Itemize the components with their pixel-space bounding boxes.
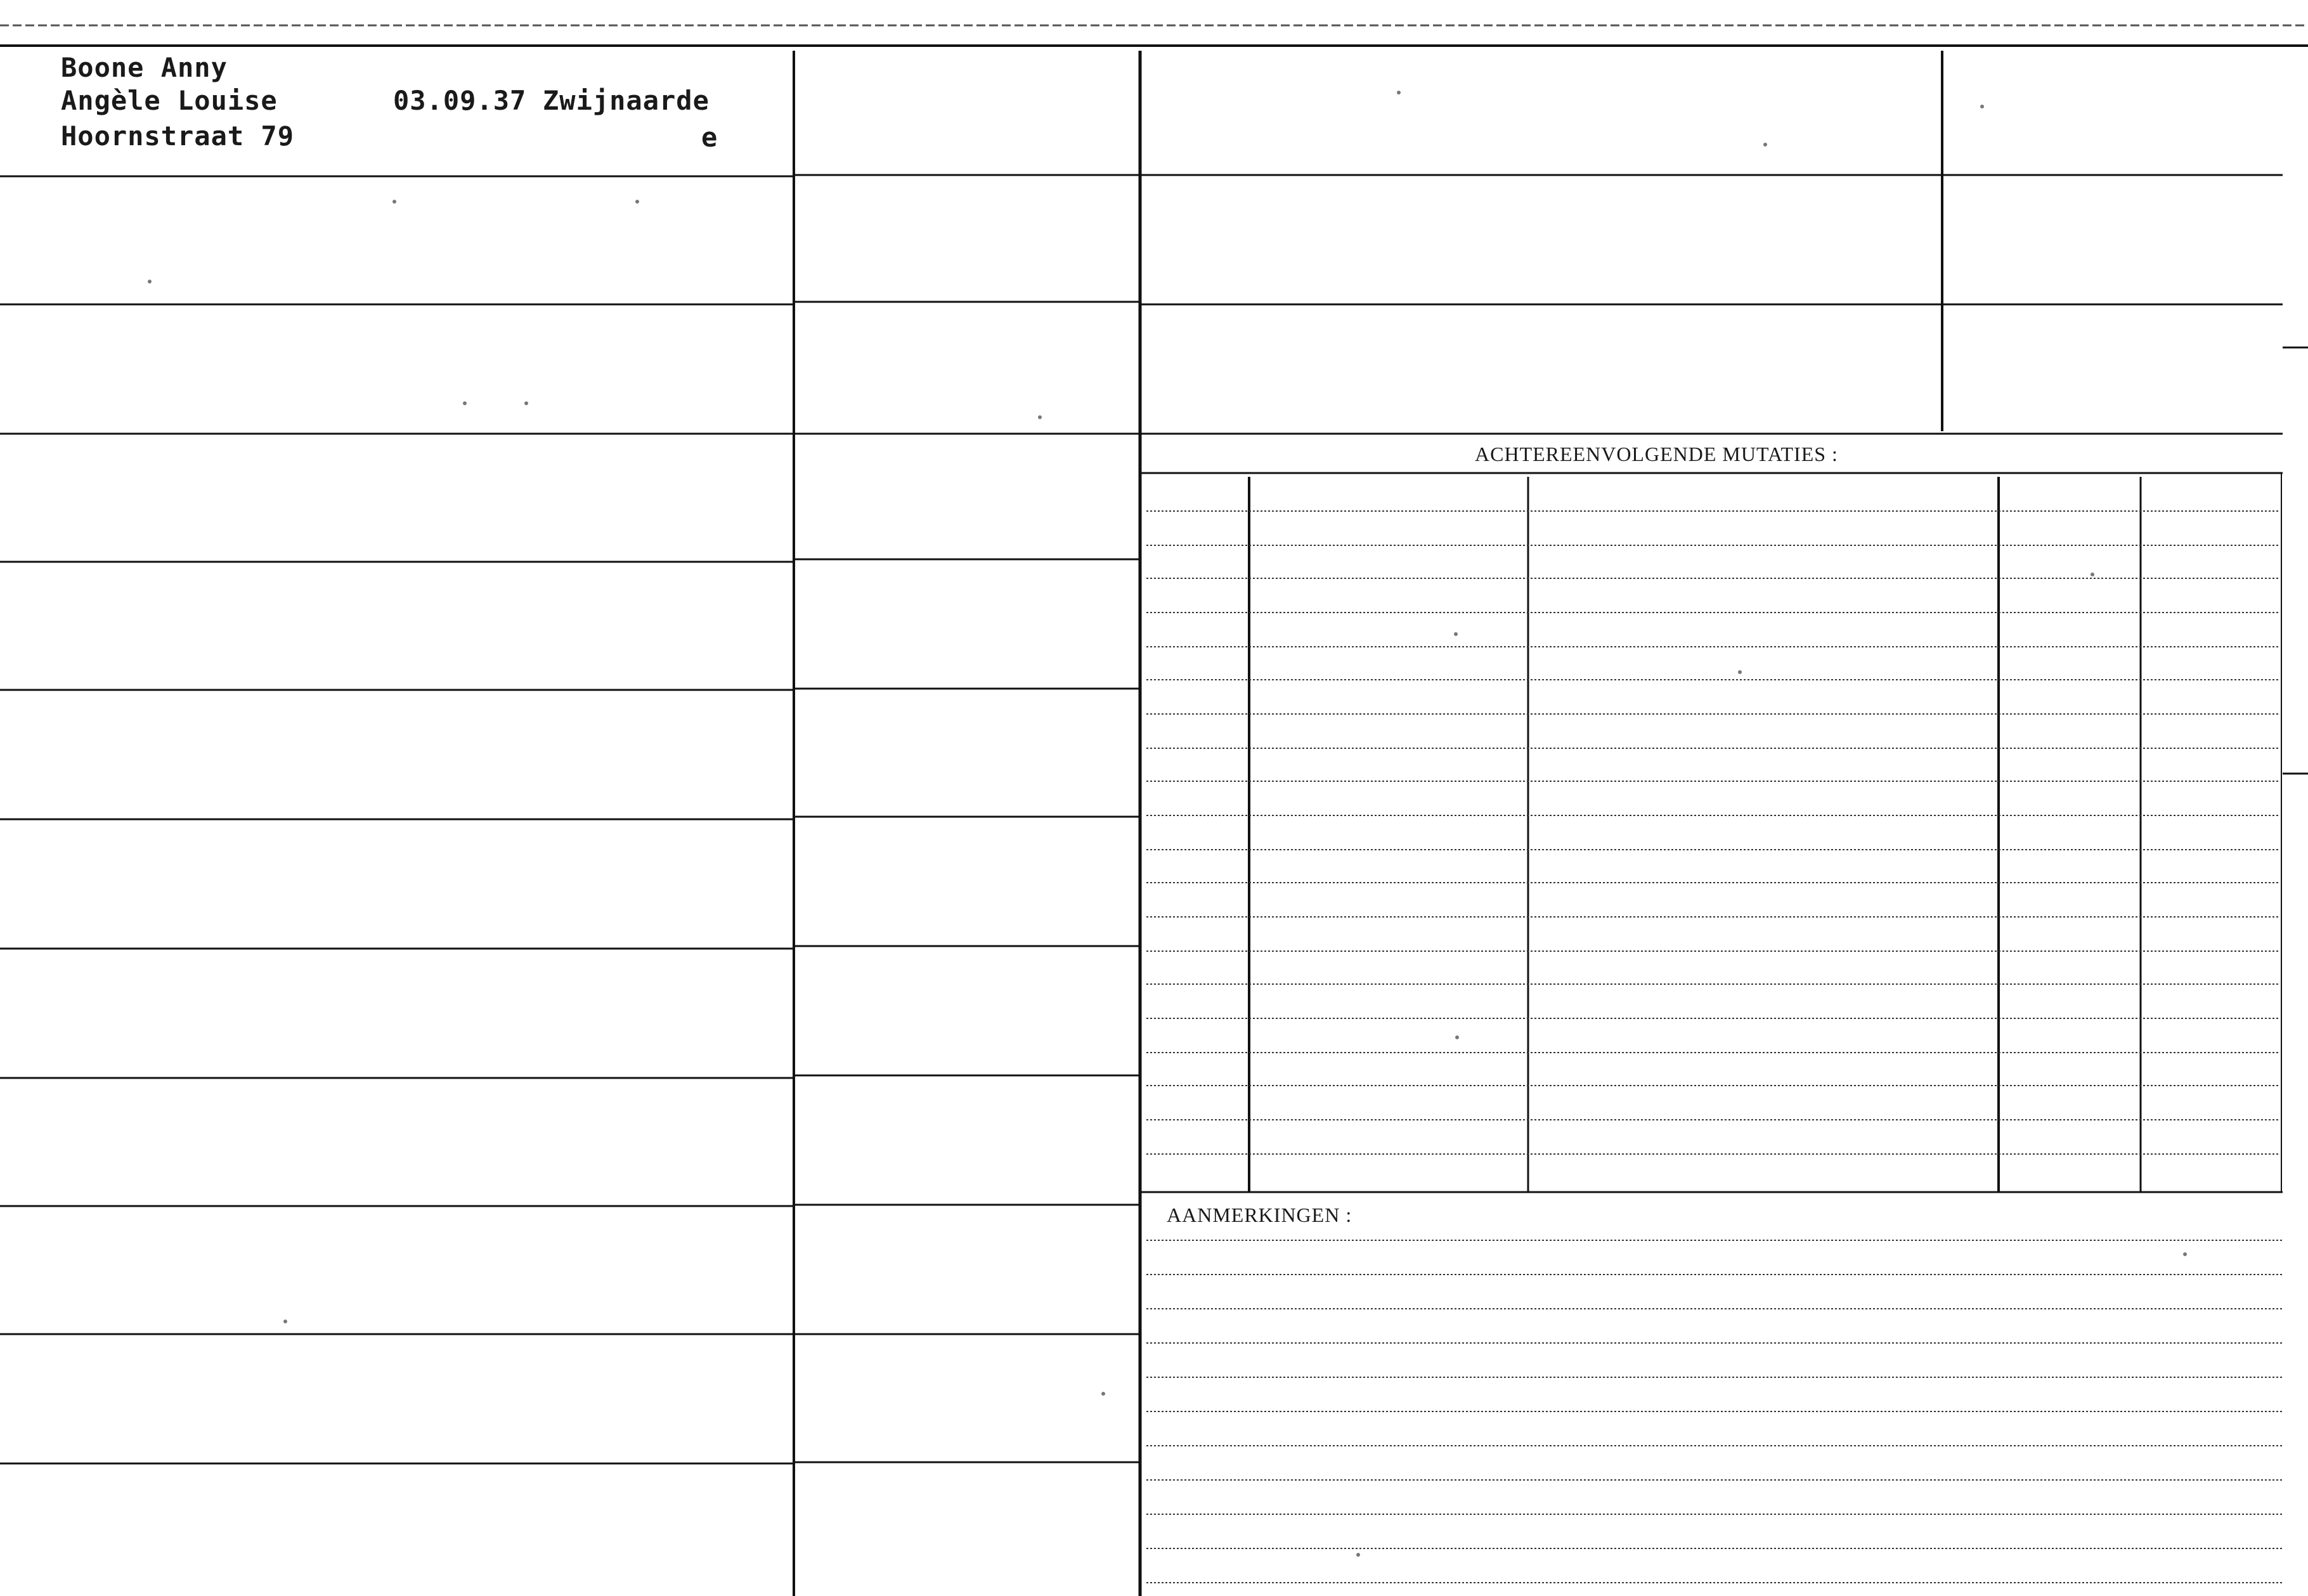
scan-specks: [148, 91, 2187, 1557]
mutations-heading: ACHTEREENVOLGENDE MUTATIES :: [1475, 443, 1838, 465]
left-row-lines: [0, 176, 794, 1463]
birth-place-text: Zwijnaarde: [543, 85, 710, 116]
mutations-ruling: [1146, 511, 2279, 1154]
right-top-lines: [1140, 175, 2308, 774]
street-address-text: Hoornstraat 79: [61, 120, 295, 152]
mutations-table: [1140, 473, 2283, 1192]
birth-date-text: 03.09.37: [393, 85, 527, 116]
typed-mark-text: e: [701, 122, 718, 153]
given-names-text: Angèle Louise: [61, 85, 278, 116]
surname-text: Boone Anny: [61, 52, 228, 83]
remarks-heading: AANMERKINGEN :: [1167, 1203, 1352, 1226]
remarks-ruling: [1146, 1240, 2283, 1583]
middle-row-lines: [794, 175, 1140, 1462]
